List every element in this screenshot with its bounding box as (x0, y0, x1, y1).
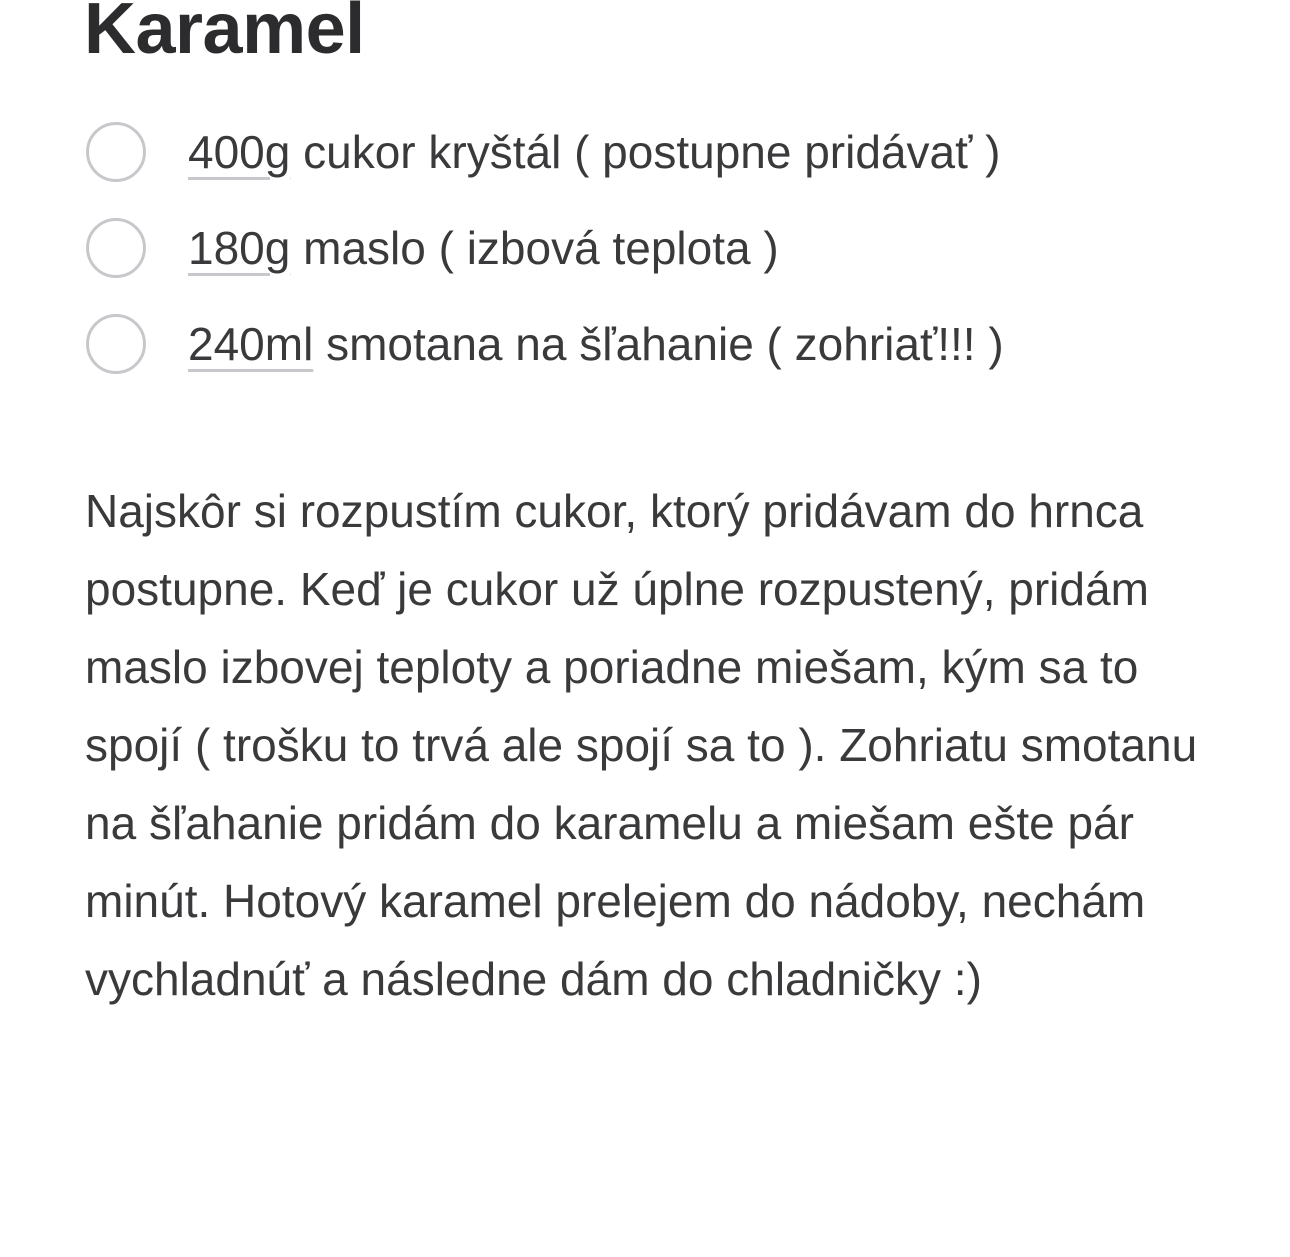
checkbox-circle-icon[interactable] (86, 314, 146, 374)
ingredient-item (86, 200, 1004, 296)
ingredient-item (86, 104, 1004, 200)
ingredient-quantity[interactable]: 180g (188, 222, 291, 274)
ingredient-name: cukor kryštál ( postupne pridávať ) (290, 126, 1001, 178)
ingredient-list (86, 104, 1004, 392)
ingredient-quantity[interactable]: 240ml (188, 318, 314, 370)
checkbox-circle-icon[interactable] (86, 122, 146, 182)
method-paragraph: Najskôr si rozpustím cukor, ktorý pridávam do hrnca postupne. Keď je cukor už úplne rozpustený, pridám maslo izbovej teploty a poriadne miešam, kým sa to spojí ( trošku to trvá ale spojí sa to ). Zohriatu smotanu na šľahanie pridám do karamelu a miešam ešte pár minút. Hotový karamel prelejem do nádoby, nechám vychladnúť a následne dám do chladničky :) (85, 485, 1198, 1005)
ingredient-name: maslo ( izbová teplota ) (290, 222, 779, 274)
checkbox-circle-icon[interactable] (86, 218, 146, 278)
ingredient-text (188, 318, 1004, 370)
ingredient-quantity[interactable]: 400g (188, 126, 291, 178)
ingredient-text (188, 126, 1001, 178)
ingredient-text (188, 222, 779, 274)
section-title: Karamel (84, 0, 365, 69)
ingredient-name: smotana na šľahanie ( zohriať!!! ) (313, 318, 1004, 370)
ingredient-item (86, 296, 1004, 392)
